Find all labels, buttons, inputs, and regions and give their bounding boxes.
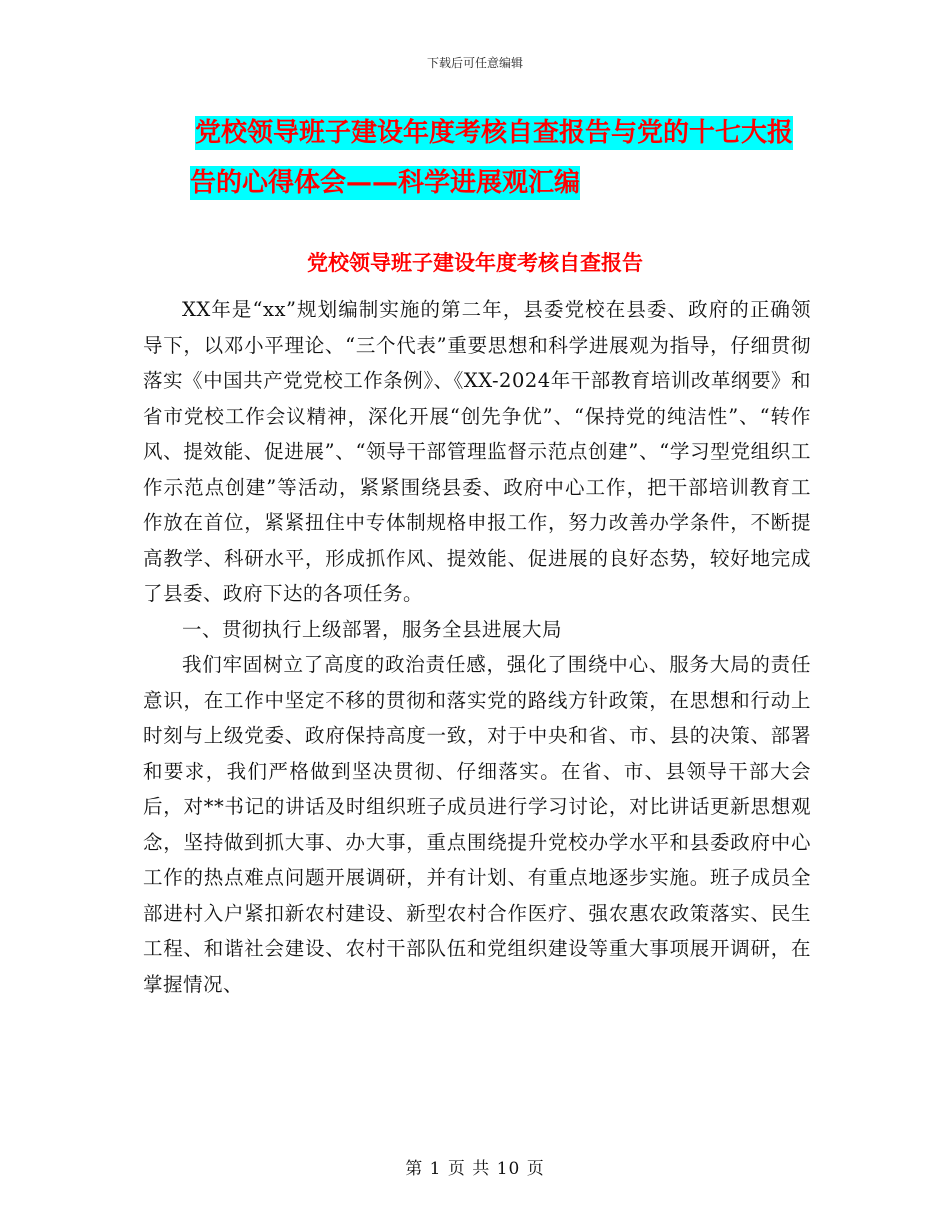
body-paragraph-1: XX年是“xx”规划编制实施的第二年，县委党校在县委、政府的正确领导下，以邓小平理论、“三个代表”重要思想和科学进展观为指导，仔细贯彻落实《中国共产党党校工作条例》、《XX-2024年干部教育培训改革纲要》和省市党校工作会议精神，深化开展“创先争优”、“保持党的纯洁性”、“转作风、提效能、促进展”、“领导干部管理监督示范点创建”、“学习型党组织工作示范点创建”等活动，紧紧围绕县委、政府中心工作，把干部培训教育工作放在首位，紧紧扭住中专体制规格申报工作，努力改善办学条件，不断提高教学、科研水平，形成抓作风、提效能、促进展的良好态势，较好地完成了县委、政府下达的各项任务。	[143, 298, 811, 605]
document-body	[143, 292, 811, 1002]
document-title	[190, 108, 830, 208]
title-line-1: 党校领导班子建设年度考核自查报告与党的十七大报	[195, 118, 794, 148]
section-title: 党校领导班子建设年度考核自查报告	[307, 251, 643, 275]
title-line-2: 告的心得体会——科学进展观汇编	[190, 168, 581, 198]
body-paragraph-2: 我们牢固树立了高度的政治责任感，强化了围绕中心、服务大局的责任意识，在工作中坚定不移的贯彻和落实党的路线方针政策，在思想和行动上时刻与上级党委、政府保持高度一致，对于中央和省、市、县的决策、部署和要求，我们严格做到坚决贯彻、仔细落实。在省、市、县领导干部大会后，对**书记的讲话及时组织班子成员进行学习讨论，对比讲话更新思想观念，坚持做到抓大事、办大事，重点围绕提升党校办学水平和县委政府中心工作的热点难点问题开展调研，并有计划、有重点地逐步实施。班子成员全部进村入户紧扣新农村建设、新型农村合作医疗、强农惠农政策落实、民生工程、和谐社会建设、农村干部队伍和党组织建设等重大事项展开调研，在掌握情况、	[143, 653, 811, 996]
page-header-note: 下载后可任意编辑	[426, 56, 523, 70]
body-heading-1: 一、贯彻执行上级部署，服务全县进展大局	[182, 617, 563, 641]
page-footer: 第 1 页 共 10 页	[405, 1159, 545, 1179]
